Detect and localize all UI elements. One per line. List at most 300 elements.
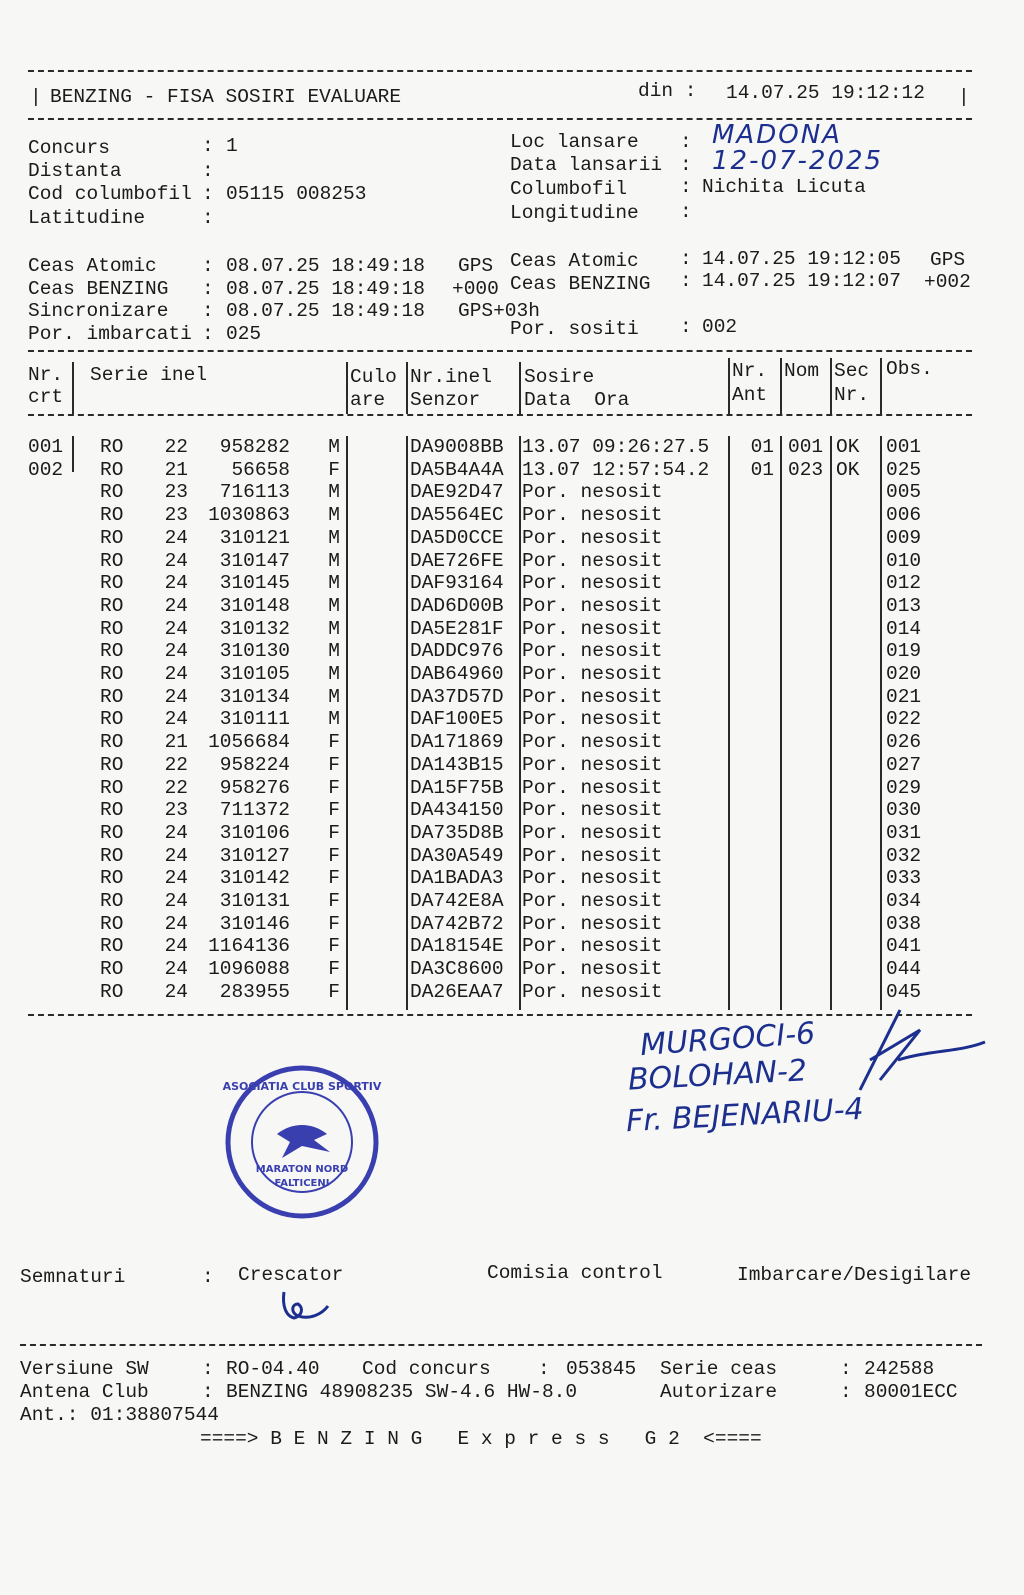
cell-country: RO [100, 458, 124, 481]
cell-year: 24 [164, 708, 188, 731]
cell-year: 24 [164, 549, 188, 572]
cell-number: 310134 [219, 685, 290, 708]
col-header-nrant-2: Ant [732, 384, 768, 406]
cell-sex: F [328, 731, 340, 754]
cell-arrival: Por. nesosit [522, 504, 663, 527]
cell-arrival: Por. nesosit [522, 708, 663, 731]
col-rule [880, 358, 882, 414]
handwritten-note: MURGOCI-6 [638, 1015, 817, 1064]
cell-sensor: DADDC976 [410, 640, 504, 663]
table-row [0, 890, 1024, 912]
cell-sex: F [328, 912, 340, 935]
cell-year: 24 [164, 935, 188, 958]
cell-number: 310111 [219, 708, 290, 731]
clock-value: 08.07.25 18:49:18 [226, 300, 425, 322]
cell-arrival: Por. nesosit [522, 890, 663, 912]
cell-year: 24 [164, 594, 188, 617]
cell-obs: 021 [886, 685, 922, 708]
cell-sex: M [328, 617, 340, 640]
divider [20, 1344, 982, 1346]
cell-arrival: Por. nesosit [522, 617, 663, 640]
cell-sensor: DA171869 [410, 731, 504, 754]
cell-nr: 001 [28, 436, 64, 458]
cell-sex: M [328, 549, 340, 572]
cell-year: 21 [164, 458, 188, 481]
clock-value: 08.07.25 18:49:18 [226, 278, 425, 300]
cell-nom: 023 [788, 458, 824, 481]
cell-number: 958276 [219, 776, 290, 799]
info-label: Longitudine [510, 202, 639, 224]
table-row [0, 867, 1024, 889]
cell-obs: 005 [886, 481, 922, 504]
col-header-nom: Nom [784, 360, 820, 382]
cell-number: 1164136 [208, 935, 290, 958]
cell-obs: 019 [886, 640, 922, 663]
cell-sensor: DA9008BB [410, 436, 504, 458]
table-row [0, 708, 1024, 730]
col-header-serie: Serie inel [90, 364, 208, 386]
col-rule [780, 358, 782, 414]
cell-country: RO [100, 912, 124, 935]
cell-obs: 006 [886, 504, 922, 527]
table-row [0, 913, 1024, 935]
benzing-banner: ====> B E N Z I N G E x p r e s s G 2 <==== [200, 1428, 762, 1450]
clock-value: 08.07.25 18:49:18 [226, 255, 425, 277]
cell-country: RO [100, 526, 124, 549]
divider [28, 70, 972, 72]
cell-country: RO [100, 821, 124, 844]
clock-label: Ceas Atomic [28, 255, 157, 277]
cell-number: 310142 [219, 867, 290, 890]
header-bar-left: | [30, 86, 42, 108]
cod-concurs-value: 053845 [566, 1358, 637, 1380]
cell-obs: 038 [886, 912, 922, 935]
svg-text:ASOCIATIA CLUB SPORTIV: ASOCIATIA CLUB SPORTIV [222, 1080, 382, 1093]
cell-number: 310147 [219, 549, 290, 572]
table-row [0, 777, 1024, 799]
cell-number: 56658 [231, 458, 290, 481]
cell-sex: M [328, 663, 340, 685]
cell-sensor: DAE726FE [410, 549, 504, 572]
cell-number: 716113 [219, 481, 290, 504]
cell-country: RO [100, 731, 124, 754]
table-row [0, 822, 1024, 844]
svg-text:MARATON NORD: MARATON NORD [255, 1164, 349, 1175]
col-header-nrinel-2: Senzor [410, 389, 481, 411]
cell-number: 310132 [219, 617, 290, 640]
cell-number: 310127 [219, 844, 290, 867]
cell-country: RO [100, 958, 124, 981]
sep: : [202, 207, 214, 229]
cell-year: 24 [164, 912, 188, 935]
handwritten-note: BOLOHAN-2 [627, 1053, 808, 1098]
col-rule [72, 362, 74, 414]
cell-number: 1056684 [208, 731, 290, 754]
handwritten-note: Fr. BEJENARIU-4 [625, 1091, 865, 1140]
table-row [0, 550, 1024, 572]
autorizare-label: Autorizare [660, 1381, 778, 1403]
col-header-nr: Nr. [28, 364, 64, 386]
col-header-sosire: Sosire [524, 366, 595, 388]
sep: : [202, 135, 214, 157]
cell-country: RO [100, 799, 124, 822]
sep: : [202, 278, 214, 300]
cell-ant: 01 [750, 458, 774, 481]
clock-label: Ceas BENZING [510, 273, 651, 295]
cell-arrival: Por. nesosit [522, 731, 663, 754]
cell-sec: OK [836, 458, 860, 481]
columbofil-value: Nichita Licuta [702, 176, 866, 198]
concurs-value: 1 [226, 135, 238, 157]
sep: : [538, 1358, 550, 1380]
cell-year: 24 [164, 958, 188, 981]
cell-nom: 001 [788, 436, 824, 458]
cell-sensor: DA37D57D [410, 685, 504, 708]
cell-year: 24 [164, 685, 188, 708]
cell-sex: M [328, 685, 340, 708]
club-stamp [222, 1062, 382, 1222]
table-row [0, 504, 1024, 526]
sep: : [680, 154, 692, 176]
svg-text:FALTICENI: FALTICENI [274, 1178, 330, 1189]
signatures-label: Semnaturi [20, 1266, 126, 1288]
table-row [0, 754, 1024, 776]
cell-year: 23 [164, 799, 188, 822]
sep: : [680, 176, 692, 198]
cell-sensor: DA5E281F [410, 617, 504, 640]
versiune-label: Versiune SW [20, 1358, 149, 1380]
imbarcare-label: Imbarcare/Desigilare [737, 1264, 972, 1286]
cell-sec: OK [836, 436, 860, 458]
cell-arrival: Por. nesosit [522, 663, 663, 685]
cell-country: RO [100, 640, 124, 663]
signature-mark [840, 990, 990, 1110]
cell-sex: F [328, 980, 340, 1003]
cell-arrival: Por. nesosit [522, 799, 663, 822]
serie-ceas-label: Serie ceas [660, 1358, 778, 1380]
cell-obs: 020 [886, 663, 922, 685]
cell-sex: F [328, 458, 340, 481]
table-row [0, 958, 1024, 980]
cell-sensor: DA5D0CCE [410, 526, 504, 549]
cell-year: 22 [164, 436, 188, 458]
divider [28, 1014, 972, 1016]
cell-country: RO [100, 980, 124, 1003]
cell-obs: 045 [886, 980, 922, 1003]
cell-arrival: Por. nesosit [522, 685, 663, 708]
cell-year: 24 [164, 867, 188, 890]
divider [28, 414, 972, 416]
cell-number: 310106 [219, 821, 290, 844]
cell-country: RO [100, 481, 124, 504]
comisia-label: Comisia control [487, 1262, 663, 1284]
crescator-signature [278, 1286, 338, 1326]
col-header-sec: Sec [834, 360, 870, 382]
clock-label: Ceas BENZING [28, 278, 169, 300]
imbarcati-value: 025 [226, 323, 262, 345]
col-rule [406, 362, 408, 414]
table-row [0, 640, 1024, 662]
autorizare-value: 80001ECC [864, 1381, 958, 1403]
cell-sex: M [328, 504, 340, 527]
info-label: Latitudine [28, 207, 146, 229]
cell-year: 24 [164, 844, 188, 867]
divider [28, 350, 972, 352]
info-label: Distanta [28, 160, 122, 182]
cell-country: RO [100, 844, 124, 867]
cell-obs: 012 [886, 572, 922, 595]
cell-number: 283955 [219, 980, 290, 1003]
cell-arrival: Por. nesosit [522, 935, 663, 958]
cell-sex: M [328, 436, 340, 458]
cell-country: RO [100, 935, 124, 958]
cell-sensor: DAE92D47 [410, 481, 504, 504]
table-row [0, 595, 1024, 617]
sep: : [680, 316, 692, 338]
table-row [0, 572, 1024, 594]
sep: : [680, 270, 692, 292]
cell-country: RO [100, 867, 124, 890]
info-label: Data lansarii [510, 154, 663, 176]
cell-arrival: Por. nesosit [522, 594, 663, 617]
cell-obs: 025 [886, 458, 922, 481]
cell-arrival: Por. nesosit [522, 753, 663, 776]
clock-label: Sincronizare [28, 300, 169, 322]
col-rule [830, 358, 832, 414]
cell-number: 310145 [219, 572, 290, 595]
cell-sensor: DA1BADA3 [410, 867, 504, 890]
clock-suffix: +000 [452, 278, 499, 300]
col-header-culoare: Culo [350, 366, 397, 388]
cell-ant: 01 [750, 436, 774, 458]
col-header-nrant: Nr. [732, 360, 768, 382]
col-rule [728, 358, 730, 414]
cell-obs: 010 [886, 549, 922, 572]
table-row [0, 527, 1024, 549]
clock-value: 14.07.25 19:12:05 [702, 248, 901, 270]
cell-year: 22 [164, 776, 188, 799]
cell-arrival: Por. nesosit [522, 572, 663, 595]
cell-number: 310148 [219, 594, 290, 617]
info-label: Concurs [28, 137, 110, 159]
cell-sensor: DA434150 [410, 799, 504, 822]
col-header-nrinel: Nr.inel [410, 366, 492, 388]
cell-country: RO [100, 776, 124, 799]
cell-obs: 044 [886, 958, 922, 981]
cell-year: 24 [164, 526, 188, 549]
sep: : [202, 160, 214, 182]
clock-suffix: GPS+03h [458, 300, 540, 322]
sep: : [202, 1266, 214, 1288]
report-title: BENZING - FISA SOSIRI EVALUARE [50, 86, 402, 108]
cell-arrival: Por. nesosit [522, 867, 663, 890]
cell-year: 24 [164, 663, 188, 685]
cell-arrival: Por. nesosit [522, 980, 663, 1003]
col-header-sosire-2: Data Ora [524, 389, 630, 411]
cell-country: RO [100, 890, 124, 912]
cell-sex: F [328, 776, 340, 799]
crescator-label: Crescator [238, 1264, 344, 1286]
cell-arrival: Por. nesosit [522, 844, 663, 867]
cell-year: 22 [164, 753, 188, 776]
cell-sensor: DA30A549 [410, 844, 504, 867]
cell-nr: 002 [28, 458, 64, 481]
cell-sex: F [328, 867, 340, 890]
cell-obs: 014 [886, 617, 922, 640]
loc-lansare-handwritten: MADONA [712, 120, 842, 150]
table-row [0, 731, 1024, 753]
cell-number: 958224 [219, 753, 290, 776]
cell-number: 310121 [219, 526, 290, 549]
cell-arrival: Por. nesosit [522, 640, 663, 663]
sep: : [840, 1358, 852, 1380]
cell-number: 310146 [219, 912, 290, 935]
cell-arrival: Por. nesosit [522, 481, 663, 504]
cell-sensor: DAF100E5 [410, 708, 504, 731]
cell-sensor: DAB64960 [410, 663, 504, 685]
info-label: Loc lansare [510, 131, 639, 153]
cell-arrival: 13.07 12:57:54.2 [522, 458, 710, 481]
cell-sex: F [328, 821, 340, 844]
table-row [0, 481, 1024, 503]
cell-sensor: DA742E8A [410, 890, 504, 912]
report-datetime: 14.07.25 19:12:12 [726, 82, 925, 104]
cell-country: RO [100, 436, 124, 458]
cell-sex: F [328, 753, 340, 776]
col-rule [346, 362, 348, 414]
col-rule [519, 362, 521, 414]
cell-sensor: DAD6D00B [410, 594, 504, 617]
cell-arrival: Por. nesosit [522, 958, 663, 981]
clock-suffix: +002 [924, 271, 971, 293]
sep: : [680, 131, 692, 153]
sositi-value: 002 [702, 316, 738, 338]
cell-sex: M [328, 594, 340, 617]
table-row [0, 845, 1024, 867]
cell-number: 1096088 [208, 958, 290, 981]
cell-year: 24 [164, 980, 188, 1003]
col-header-obs: Obs. [886, 358, 933, 380]
table-row [0, 935, 1024, 957]
antena-value: BENZING 48908235 SW-4.6 HW-8.0 [226, 1381, 578, 1403]
cell-sex: M [328, 481, 340, 504]
cell-sensor: DA5564EC [410, 504, 504, 527]
cell-year: 24 [164, 617, 188, 640]
sep: : [202, 1358, 214, 1380]
cell-year: 21 [164, 731, 188, 754]
cell-year: 24 [164, 572, 188, 595]
cell-sensor: DA15F75B [410, 776, 504, 799]
header-bar-right: | [958, 86, 970, 108]
cell-year: 24 [164, 821, 188, 844]
cell-sex: F [328, 799, 340, 822]
cell-country: RO [100, 708, 124, 731]
cell-arrival: Por. nesosit [522, 776, 663, 799]
cell-sex: F [328, 958, 340, 981]
cell-year: 23 [164, 481, 188, 504]
cell-obs: 030 [886, 799, 922, 822]
cell-sensor: DAF93164 [410, 572, 504, 595]
cell-obs: 034 [886, 890, 922, 912]
cell-obs: 009 [886, 526, 922, 549]
info-label: Cod columbofil [28, 183, 192, 205]
table-row [0, 686, 1024, 708]
clock-label: Ceas Atomic [510, 250, 639, 272]
table-row [0, 618, 1024, 640]
cell-number: 711372 [219, 799, 290, 822]
cell-country: RO [100, 504, 124, 527]
cell-sensor: DA3C8600 [410, 958, 504, 981]
cell-number: 310131 [219, 890, 290, 912]
table-row [0, 799, 1024, 821]
cell-number: 958282 [219, 436, 290, 458]
sep: : [840, 1381, 852, 1403]
cell-country: RO [100, 549, 124, 572]
cell-sex: F [328, 935, 340, 958]
cell-arrival: Por. nesosit [522, 821, 663, 844]
table-row [0, 459, 1024, 481]
info-label: Columbofil [510, 178, 628, 200]
data-lansarii-handwritten: 12-07-2025 [712, 146, 884, 176]
cell-arrival: Por. nesosit [522, 549, 663, 572]
sep: : [202, 323, 214, 345]
cell-obs: 032 [886, 844, 922, 867]
cell-obs: 022 [886, 708, 922, 731]
cell-obs: 031 [886, 821, 922, 844]
ant-line: Ant.: 01:38807544 [20, 1404, 219, 1426]
cell-obs: 013 [886, 594, 922, 617]
clock-suffix: GPS [458, 255, 494, 277]
cell-number: 310105 [219, 663, 290, 685]
cell-arrival: 13.07 09:26:27.5 [522, 436, 710, 458]
cell-obs: 029 [886, 776, 922, 799]
col-header-nr-2: crt [28, 386, 64, 408]
sep: : [202, 1381, 214, 1403]
cell-sex: F [328, 890, 340, 912]
serie-ceas-value: 242588 [864, 1358, 935, 1380]
cell-year: 24 [164, 640, 188, 663]
cell-year: 24 [164, 890, 188, 912]
sep: : [680, 248, 692, 270]
cell-country: RO [100, 663, 124, 685]
cell-sensor: DA26EAA7 [410, 980, 504, 1003]
cell-sex: M [328, 526, 340, 549]
cell-sensor: DA735D8B [410, 821, 504, 844]
cell-arrival: Por. nesosit [522, 526, 663, 549]
cell-country: RO [100, 594, 124, 617]
clock-suffix: GPS [930, 249, 966, 271]
table-row [0, 436, 1024, 458]
cell-sensor: DA742B72 [410, 912, 504, 935]
cell-year: 23 [164, 504, 188, 527]
cell-arrival: Por. nesosit [522, 912, 663, 935]
cell-country: RO [100, 685, 124, 708]
cell-country: RO [100, 753, 124, 776]
cell-sensor: DA143B15 [410, 753, 504, 776]
clock-value: 14.07.25 19:12:07 [702, 270, 901, 292]
cell-country: RO [100, 617, 124, 640]
sep: : [680, 201, 692, 223]
cell-obs: 001 [886, 436, 922, 458]
cell-obs: 026 [886, 731, 922, 754]
cell-sex: F [328, 844, 340, 867]
sep: : [202, 255, 214, 277]
cell-country: RO [100, 572, 124, 595]
table-row [0, 663, 1024, 685]
sep: : [202, 300, 214, 322]
cod-concurs-label: Cod concurs [362, 1358, 491, 1380]
antena-label: Antena Club [20, 1381, 149, 1403]
